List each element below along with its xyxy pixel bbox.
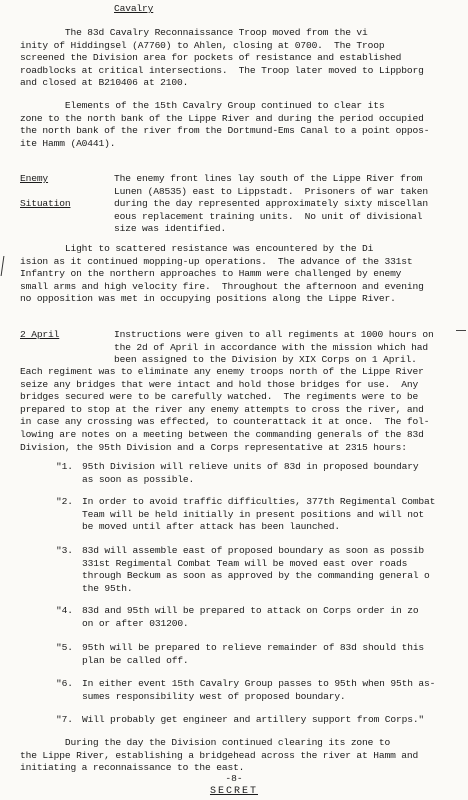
note-6-number: "6. [56, 678, 73, 689]
note-4-text: 83d and 95th will be prepared to attack on Corps order in zo on or after 031200. [82, 605, 419, 629]
note-6-text: In either event 15th Cavalry Group passes to 95th when 95th as- sumes responsibility west of proposed boundary. [82, 678, 436, 702]
note-2-text: In order to avoid traffic difficulties, 377th Regimental Combat Team will be held initially in present positions and will not be moved until after attack has been launched. [82, 496, 436, 533]
paragraph-cavalry: The 83d Cavalry Reconnaissance Troop moved from the vi inity of Hiddingsel (A7760) to Ahlen, closing at 0700. The Troop screened the Division area for pockets of resistance and established roadblocks at critical intersections. The Troop later moved to Lippborg and closed at B210406 at 2100. [20, 27, 424, 89]
classification-marking: SECRET [209, 786, 258, 797]
paragraph-regiments: Each regiment was to eliminate any enemy troops north of the Lippe River seize any bridges that were intact and hold those bridges for use. Any bridges secured were to be carefully watched. The regiments were to be prepared to stop at the river any enemy attempts to cross the river, and in case any crossing was effected, to counterattack it at once. The fol- lowing are notes on a meeting between the commanding generals of the 83d Division, the 95th Division and a Corps representative at 2315 hours: [20, 366, 430, 453]
note-5-text: 95th will be prepared to relieve remainder of 83d should this plan be called off. [82, 642, 425, 666]
paragraph-final: During the day the Division continued clearing its zone to the Lippe River, establishing a bridgehead across the river at Hamm and initiating a reconnaissance to the east. [20, 737, 419, 774]
margin-dash-mark [456, 330, 466, 333]
note-3-number: "3. [56, 545, 73, 556]
note-3-text: 83d will assemble east of proposed boundary as soon as possib 331st Regimental Combat Team will be moved east over roads through Beckum as soon as approved by the commanding general o the 95th. [82, 545, 430, 594]
note-4-number: "4. [56, 605, 73, 616]
heading-enemy: Enemy [20, 173, 49, 184]
page-number: -8- [225, 773, 243, 784]
note-1-text: 95th Division will relieve units of 83d in proposed boundary as soon as possible. [82, 461, 419, 485]
paragraph-enemy-situation: The enemy front lines lay south of the Lippe River from Lunen (A8535) east to Lippstadt. Prisoners of war taken during the day represented approximately sixty miscellan eous replacement training units. No unit of divisional size was identified. [114, 173, 429, 235]
margin-pencil-mark [1, 256, 11, 276]
note-7-text: Will probably get engineer and artillery support from Corps." [82, 714, 425, 725]
heading-cavalry: Cavalry [114, 3, 154, 14]
heading-2-april: 2 April [20, 329, 60, 340]
note-7-number: "7. [56, 714, 73, 725]
note-5-number: "5. [56, 642, 73, 653]
note-1-number: "1. [56, 461, 73, 472]
paragraph-instructions: Instructions were given to all regiments at 1000 hours on the 2d of April in accordance with the mission which had been assigned to the Division by XIX Corps on 1 April. [114, 329, 434, 366]
heading-situation: Situation [20, 198, 71, 209]
note-2-number: "2. [56, 496, 73, 507]
paragraph-light-resistance: Light to scattered resistance was encountered by the Di ision as it continued mopping-up operations. The advance of the 331st Infantry on the northern approaches to Hamm were challenged by enemy small arms and high velocity fire. Throughout the afternoon and evening no opposition was met in occupying positions along the Lippe River. [20, 243, 424, 305]
paragraph-15th-cavalry-group: Elements of the 15th Cavalry Group continued to clear its zone to the north bank of the Lippe River and during the period occupied the north bank of the river from the Dortmund-Ems Canal to a point oppos- ite Hamm (A0441). [20, 100, 430, 149]
